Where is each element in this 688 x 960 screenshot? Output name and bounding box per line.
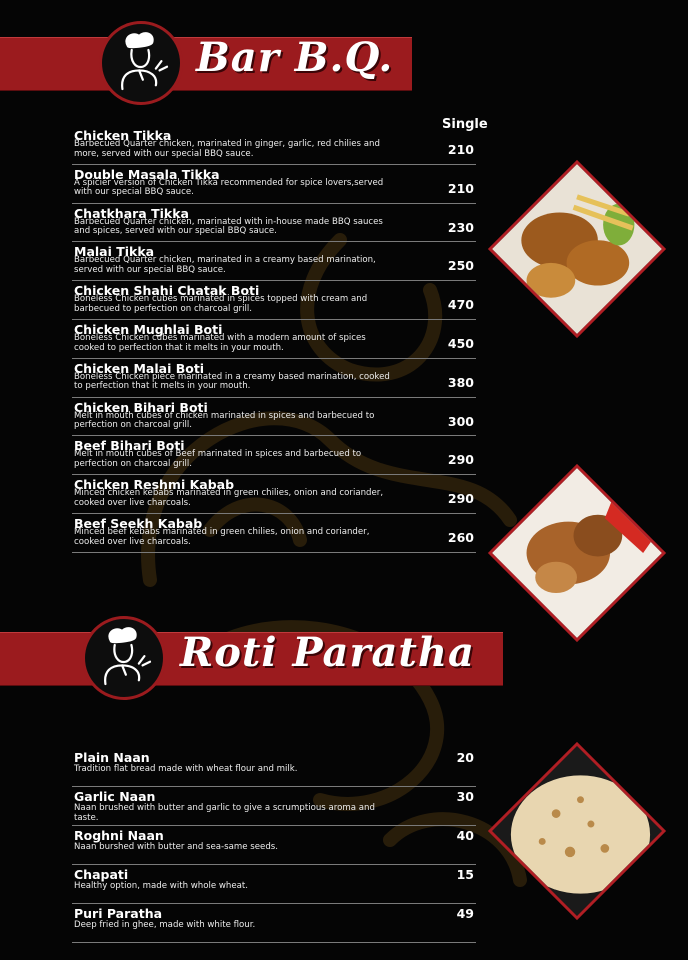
chef-icon	[82, 616, 166, 700]
item-name: Roghni Naan	[74, 828, 164, 843]
item-description: Minced chicken kebabs marinated in green chilies, onion and coriander, cooked over live charcoals.	[74, 488, 384, 508]
item-description: Barbecued Quarter chicken, marinated in a creamy based marination, served with our special BBQ sauce.	[74, 255, 376, 275]
item-name: Puri Paratha	[74, 906, 163, 921]
menu-item	[72, 516, 476, 553]
menu-item	[72, 828, 476, 865]
item-description: Healthy option, made with whole wheat.	[74, 881, 249, 891]
item-description: Boneless Chicken cubes marinated in spices topped with cream and barbecued to perfection on charcoal grill.	[74, 294, 368, 314]
item-description: A spicier version of Chicken Tikka recommended for spice lovers,served with our special BBQ sauce.	[74, 177, 384, 198]
item-price: 470	[447, 297, 474, 313]
item-price: 15	[456, 867, 474, 882]
item-name: Malai Tikka	[74, 244, 155, 260]
menu-item	[72, 283, 476, 320]
menu-item	[72, 167, 476, 204]
item-description: Tradition flat bread made with wheat flour and milk.	[74, 764, 298, 774]
menu-item	[72, 477, 476, 514]
item-name: Chicken Tikka	[74, 128, 172, 143]
menu-item	[72, 789, 476, 826]
price-column-header: Single	[442, 117, 488, 132]
item-description: Naan brushed with butter and garlic to give a scrumptious aroma and taste.	[74, 803, 375, 823]
menu-item	[72, 128, 476, 165]
menu-item	[72, 438, 476, 475]
menu-item	[72, 361, 476, 398]
item-price: 450	[447, 336, 474, 351]
item-name: Garlic Naan	[74, 789, 156, 804]
item-price: 380	[447, 374, 474, 390]
item-description: Melt in mouth cubes of Beef marinated in spices and barbecued to perfection on charcoal grill.	[74, 449, 362, 469]
item-name: Chicken Malai Boti	[74, 360, 205, 376]
item-price: 230	[447, 219, 474, 235]
item-description: Barbecued Quarter chicken, marinated in ginger, garlic, red chilies and more, served with our special BBQ sauce.	[74, 139, 380, 159]
item-price: 260	[447, 530, 474, 545]
item-name: Chapati	[74, 867, 129, 882]
menu-item	[72, 750, 476, 787]
item-name: Beef Seekh Kabab	[74, 516, 203, 531]
item-price: 250	[447, 258, 474, 274]
item-description: Boneless Chicken piece marinated in a creamy based marination, cooked to perfection that it melts in your mouth.	[74, 371, 390, 392]
item-description: Minced beef kebabs marinated in green chilies, onion and coriander, cooked over live charcoals.	[74, 527, 370, 547]
roti-title: Roti Paratha	[180, 629, 475, 676]
item-description: Melt in mouth cubes of chicken marinated in spices and barbecued to perfection on charcoal grill.	[74, 410, 375, 431]
roti-banner	[0, 629, 503, 686]
item-name: Plain Naan	[74, 750, 150, 765]
item-price: 40	[456, 828, 474, 843]
item-description: Naan burshed with butter and sea-same seeds.	[74, 842, 279, 852]
menu-item	[72, 867, 476, 904]
item-price: 210	[447, 142, 474, 157]
item-name: Beef Bihari Boti	[74, 438, 185, 454]
item-name: Chatkhara Tikka	[74, 205, 189, 221]
item-price: 300	[447, 413, 474, 429]
item-price: 30	[456, 789, 474, 804]
menu-item	[72, 906, 476, 943]
item-name: Chicken Reshmi Kabab	[74, 477, 235, 493]
item-name: Chicken Bihari Boti	[74, 399, 208, 415]
menu-item	[72, 322, 476, 359]
item-description: Barbecued Quarter chicken, marinated with in-house made BBQ sauces and spices, served with our special BBQ sauce.	[74, 216, 383, 237]
item-price: 210	[447, 180, 474, 196]
item-name: Chicken Mughlai Boti	[74, 322, 223, 337]
menu-item	[72, 400, 476, 437]
item-price: 290	[447, 452, 474, 468]
item-description: Boneless Chicken cubes marinated with a modern amount of spices cooked to perfection that it melts in your mouth.	[74, 333, 366, 353]
item-price: 290	[447, 491, 474, 507]
item-price: 49	[456, 906, 474, 921]
item-name: Double Masala Tikka	[74, 166, 220, 182]
item-price: 20	[456, 750, 474, 765]
bbq-title: Bar B.Q.	[196, 34, 394, 81]
chef-icon	[99, 21, 183, 105]
bbq-banner	[0, 34, 412, 91]
menu-item	[72, 244, 476, 281]
menu-item	[72, 206, 476, 243]
item-description: Deep fried in ghee, made with white flour.	[74, 920, 256, 930]
item-name: Chicken Shahi Chatak Boti	[74, 283, 260, 299]
